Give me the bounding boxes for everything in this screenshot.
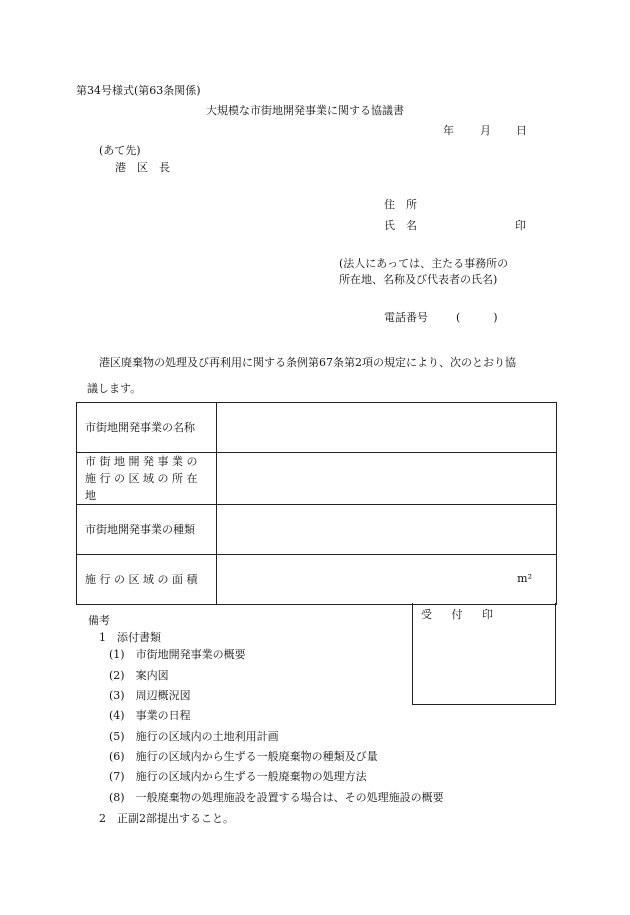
document-title: 大規模な市街地開発事業に関する協議書	[206, 104, 404, 117]
name-label: 氏 名	[384, 219, 417, 232]
area-unit: m²	[517, 572, 532, 585]
notes-subitem: (8) 一般廃棄物の処理施設を設置する場合は、その処理施設の概要	[109, 791, 444, 804]
project-type-field[interactable]	[217, 505, 557, 555]
project-type-label: 市街地開発事業の種類	[77, 505, 217, 555]
project-location-label-line1: 市 街 地 開 発 事 業 の	[85, 455, 198, 468]
notes-subitem: (3) 周辺概況図	[109, 689, 191, 702]
body-line1: 港区廃棄物の処理及び再利用に関する条例第67条第2項の規定により、次のとおり協	[99, 356, 516, 369]
form-number: 第34号様式(第63条関係)	[76, 84, 201, 97]
notes-subitem: (4) 事業の日程	[109, 709, 191, 722]
receipt-stamp-box	[412, 603, 556, 705]
project-area-field[interactable]	[217, 555, 557, 605]
notes-subitem: (6) 施行の区域内から生ずる一般廃棄物の種類及び量	[109, 750, 378, 763]
body-line2: 議します。	[87, 382, 142, 395]
notes-subitem: (1) 市街地開発事業の概要	[109, 648, 246, 661]
date-year: 年	[443, 124, 454, 137]
addressee-name: 港 区 長	[115, 161, 170, 174]
date-day: 日	[516, 124, 527, 137]
seal-mark: 印	[515, 219, 526, 232]
project-location-field[interactable]	[217, 453, 557, 505]
table-row	[77, 505, 557, 555]
notes-item2: 2 正副2部提出すること。	[99, 812, 234, 825]
table-row	[77, 403, 557, 453]
project-name-field[interactable]	[217, 403, 557, 453]
notes-subitem: (2) 案内図	[109, 669, 169, 682]
project-location-label-line2: 施 行 の 区 域 の 所 在 地	[85, 472, 198, 502]
receipt-stamp-label: 受 付 印	[421, 608, 501, 621]
phone-paren: ( )	[456, 311, 498, 324]
table-row	[77, 555, 557, 605]
project-area-label: 施 行 の 区 域 の 面 積	[77, 555, 217, 605]
form-table	[76, 402, 557, 605]
notes-item1: 1 添付書類	[99, 631, 161, 644]
notes-heading: 備考	[88, 614, 110, 627]
project-name-label: 市街地開発事業の名称	[77, 403, 217, 453]
date-month: 月	[480, 124, 491, 137]
notes-subitem: (5) 施行の区域内の土地利用計画	[109, 730, 279, 743]
project-location-label	[77, 453, 217, 505]
phone-label: 電話番号	[384, 311, 428, 324]
corporate-note-line2: 所在地、名称及び代表者の氏名)	[339, 273, 498, 286]
notes-subitem: (7) 施行の区域内から生ずる一般廃棄物の処理方法	[109, 770, 367, 783]
table-row	[77, 453, 557, 505]
address-label: 住 所	[384, 198, 417, 211]
addressee-label: (あて先)	[99, 144, 141, 157]
corporate-note-line1: (法人にあっては、主たる事務所の	[339, 257, 509, 270]
